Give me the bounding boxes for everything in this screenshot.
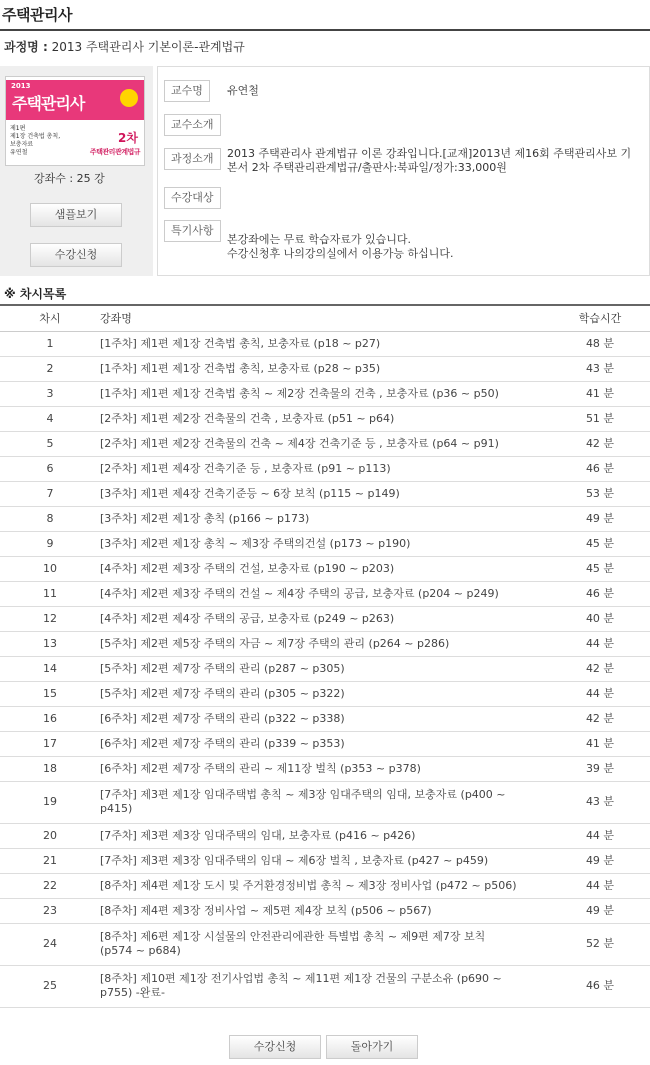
table-row <box>0 656 650 681</box>
chapter-time: 44 분 <box>550 681 650 706</box>
table-row <box>0 431 650 456</box>
table-row <box>0 606 650 631</box>
chapter-time: 42 분 <box>550 706 650 731</box>
table-row <box>0 965 650 1007</box>
table-header-row <box>0 305 650 331</box>
professor-label: 교수명 <box>164 80 210 102</box>
professor-intro-button[interactable]: 교수소개 <box>164 114 221 136</box>
table-row <box>0 506 650 531</box>
chapter-time: 49 분 <box>550 506 650 531</box>
chapter-no: 25 <box>0 965 100 1007</box>
course-name-label: 과정명 : <box>4 40 48 54</box>
table-row <box>0 823 650 848</box>
course-intro-text: 2013 주택관리사 관계법규 이론 강좌입니다.[교재]2013년 제16회 주택관리사보 기본서 2차 주택관리관계법규/출판사:북파일/정가:33,000원 <box>227 147 632 174</box>
chapter-no: 23 <box>0 898 100 923</box>
page-header <box>0 0 650 31</box>
chapter-title: [8주차] 제4편 제1장 도시 및 주거환경정비법 총칙 ~ 제3장 정비사업 (p472 ~ p506) <box>100 873 550 898</box>
chapter-title: [3주차] 제2편 제1장 총칙 (p166 ~ p173) <box>100 506 550 531</box>
col-header-time: 학습시간 <box>550 305 650 331</box>
chapter-no: 19 <box>0 781 100 823</box>
chapter-table <box>0 304 650 1008</box>
chapter-title: [5주차] 제2편 제7장 주택의 관리 (p305 ~ p322) <box>100 681 550 706</box>
chapter-title: [6주차] 제2편 제7장 주택의 관리 ~ 제11장 벌칙 (p353 ~ p378) <box>100 756 550 781</box>
col-header-title: 강좌명 <box>100 305 550 331</box>
chapter-title: [4주차] 제2편 제3장 주택의 건설 ~ 제4장 주택의 공급, 보충자료 (p204 ~ p249) <box>100 581 550 606</box>
table-row <box>0 873 650 898</box>
chapter-time: 49 분 <box>550 898 650 923</box>
chapter-title: [4주차] 제2편 제3장 주택의 건설, 보충자료 (p190 ~ p203) <box>100 556 550 581</box>
book-cover-image <box>5 76 145 166</box>
chapter-no: 7 <box>0 481 100 506</box>
table-row <box>0 381 650 406</box>
course-name-value: 2013 주택관리사 기본이론-관계법규 <box>51 40 245 54</box>
chapter-title: [8주차] 제6편 제1장 시설물의 안전관리에관한 특별법 총칙 ~ 제9편 제7장 보칙 (p574 ~ p684) <box>100 923 550 965</box>
table-row <box>0 781 650 823</box>
table-row <box>0 706 650 731</box>
table-row <box>0 331 650 356</box>
sample-view-button[interactable]: 샘플보기 <box>30 203 122 227</box>
bottom-button-bar <box>0 1035 650 1059</box>
chapter-title: [2주차] 제1편 제4장 건축기준 등 , 보충자료 (p91 ~ p113) <box>100 456 550 481</box>
chapter-list-title: ※ 차시목록 <box>4 287 67 301</box>
book-line: 유연철 <box>10 149 28 156</box>
chapter-time: 51 분 <box>550 406 650 431</box>
chapter-title: [3주차] 제1편 제4장 건축기준등 ~ 6장 보칙 (p115 ~ p149) <box>100 481 550 506</box>
chapter-title: [6주차] 제2편 제7장 주택의 관리 (p339 ~ p353) <box>100 731 550 756</box>
book-line: 제1편 <box>10 125 26 132</box>
chapter-time: 46 분 <box>550 456 650 481</box>
chapter-time: 44 분 <box>550 873 650 898</box>
chapter-time: 46 분 <box>550 965 650 1007</box>
professor-name: 유연철 <box>227 84 259 97</box>
enroll-button[interactable]: 수강신청 <box>30 243 122 267</box>
book-title: 주택관리사 <box>12 94 85 113</box>
chapter-title: [1주차] 제1편 제1장 건축법 총칙, 보충자료 (p28 ~ p35) <box>100 356 550 381</box>
chapter-title: [2주차] 제1편 제2장 건축물의 건축 , 보충자료 (p51 ~ p64) <box>100 406 550 431</box>
chapter-title: [1주차] 제1편 제1장 건축법 총칙 ~ 제2장 건축물의 건축 , 보충자료 (p36 ~ p50) <box>100 381 550 406</box>
chapter-title: [8주차] 제10편 제1장 전기사업법 총칙 ~ 제11편 제1장 건물의 구분소유 (p690 ~ p755) -완료- <box>100 965 550 1007</box>
chapter-time: 46 분 <box>550 581 650 606</box>
chapter-time: 41 분 <box>550 731 650 756</box>
table-row <box>0 631 650 656</box>
chapter-no: 6 <box>0 456 100 481</box>
course-name-row <box>4 38 245 55</box>
chapter-time: 39 분 <box>550 756 650 781</box>
chapter-time: 52 분 <box>550 923 650 965</box>
chapter-time: 44 분 <box>550 631 650 656</box>
chapter-no: 10 <box>0 556 100 581</box>
book-badge-icon <box>120 89 138 107</box>
book-subtitle: 주택관리관계법규 <box>89 148 140 156</box>
chapter-no: 20 <box>0 823 100 848</box>
special-note-1: 본강좌에는 무료 학습자료가 있습니다. <box>227 233 412 246</box>
table-row <box>0 531 650 556</box>
chapter-title: [8주차] 제4편 제3장 정비사업 ~ 제5편 제4장 보칙 (p506 ~ p567) <box>100 898 550 923</box>
page-title: 주택관리사 <box>2 6 72 24</box>
chapter-no: 5 <box>0 431 100 456</box>
table-row <box>0 681 650 706</box>
chapter-title: [7주차] 제3편 제1장 임대주택법 총칙 ~ 제3장 임대주택의 임대, 보충자료 (p400 ~ p415) <box>100 781 550 823</box>
chapter-title: [7주차] 제3편 제3장 임대주택의 임대 ~ 제6장 벌칙 , 보충자료 (p427 ~ p459) <box>100 848 550 873</box>
chapter-time: 43 분 <box>550 356 650 381</box>
chapter-no: 15 <box>0 681 100 706</box>
chapter-title: [4주차] 제2편 제4장 주택의 공급, 보충자료 (p249 ~ p263) <box>100 606 550 631</box>
chapter-time: 41 분 <box>550 381 650 406</box>
chapter-title: [7주차] 제3편 제3장 임대주택의 임대, 보충자료 (p416 ~ p426) <box>100 823 550 848</box>
chapter-no: 24 <box>0 923 100 965</box>
chapter-time: 48 분 <box>550 331 650 356</box>
chapter-no: 21 <box>0 848 100 873</box>
chapter-time: 42 분 <box>550 656 650 681</box>
book-tag: 2차 <box>118 131 138 145</box>
chapter-time: 45 분 <box>550 556 650 581</box>
chapter-no: 8 <box>0 506 100 531</box>
chapter-time: 40 분 <box>550 606 650 631</box>
chapter-no: 9 <box>0 531 100 556</box>
table-row <box>0 731 650 756</box>
target-label: 수강대상 <box>164 187 221 209</box>
course-detail-panel <box>157 66 650 276</box>
chapter-title: [3주차] 제2편 제1장 총칙 ~ 제3장 주택의건설 (p173 ~ p190) <box>100 531 550 556</box>
table-row <box>0 556 650 581</box>
chapter-no: 14 <box>0 656 100 681</box>
chapter-time: 49 분 <box>550 848 650 873</box>
table-row <box>0 581 650 606</box>
chapter-time: 53 분 <box>550 481 650 506</box>
chapter-title: [2주차] 제1편 제2장 건축물의 건축 ~ 제4장 건축기준 등 , 보충자료 (p64 ~ p91) <box>100 431 550 456</box>
lecture-count: 강좌수 : 25 강 <box>34 172 105 185</box>
chapter-no: 22 <box>0 873 100 898</box>
chapter-no: 16 <box>0 706 100 731</box>
course-intro-label: 과정소개 <box>164 148 221 170</box>
chapter-no: 4 <box>0 406 100 431</box>
col-header-no: 차시 <box>0 305 100 331</box>
table-row <box>0 898 650 923</box>
chapter-no: 18 <box>0 756 100 781</box>
table-row <box>0 456 650 481</box>
table-row <box>0 481 650 506</box>
chapter-title: [5주차] 제2편 제5장 주택의 자금 ~ 제7장 주택의 관리 (p264 ~ p286) <box>100 631 550 656</box>
chapter-no: 2 <box>0 356 100 381</box>
chapter-no: 11 <box>0 581 100 606</box>
special-label: 특기사항 <box>164 220 221 242</box>
chapter-no: 1 <box>0 331 100 356</box>
table-row <box>0 923 650 965</box>
special-note-2: 수강신청후 나의강의실에서 이용가능 하십니다. <box>227 247 454 260</box>
enroll-bottom-button[interactable]: 수강신청 <box>229 1035 321 1059</box>
chapter-title: [1주차] 제1편 제1장 건축법 총칙, 보충자료 (p18 ~ p27) <box>100 331 550 356</box>
chapter-time: 42 분 <box>550 431 650 456</box>
table-row <box>0 848 650 873</box>
chapter-no: 17 <box>0 731 100 756</box>
table-row <box>0 406 650 431</box>
table-row <box>0 756 650 781</box>
chapter-time: 45 분 <box>550 531 650 556</box>
chapter-no: 13 <box>0 631 100 656</box>
chapter-time: 44 분 <box>550 823 650 848</box>
table-row <box>0 356 650 381</box>
book-year: 2013 <box>11 82 31 90</box>
chapter-no: 3 <box>0 381 100 406</box>
chapter-title: [6주차] 제2편 제7장 주택의 관리 (p322 ~ p338) <box>100 706 550 731</box>
back-button[interactable]: 돌아가기 <box>326 1035 418 1059</box>
chapter-title: [5주차] 제2편 제7장 주택의 관리 (p287 ~ p305) <box>100 656 550 681</box>
course-left-panel <box>0 66 153 276</box>
book-line: 제1장 건축법 총칙, <box>10 133 61 140</box>
chapter-no: 12 <box>0 606 100 631</box>
book-line: 보충자료 <box>10 141 34 148</box>
course-info-box <box>0 66 650 276</box>
chapter-time: 43 분 <box>550 781 650 823</box>
